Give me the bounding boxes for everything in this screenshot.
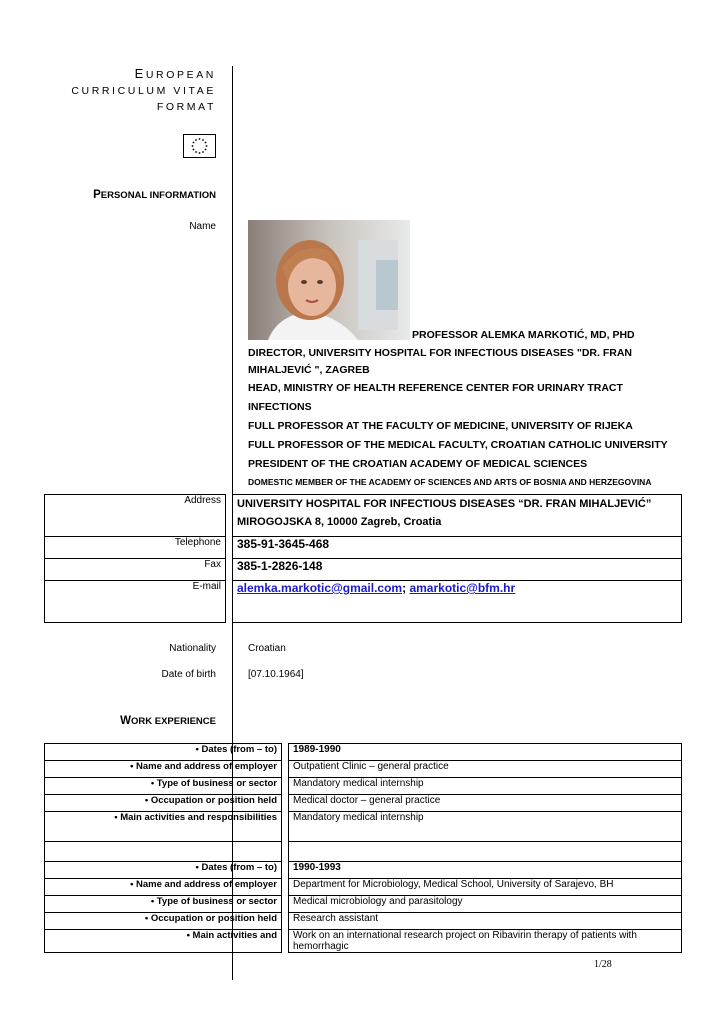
cv-format-title: EUROPEAN CURRICULUM VITAE FORMAT [71, 66, 216, 113]
work-row: • Occupation or position held Medical doctor – general practice [45, 795, 682, 812]
email-link-secondary[interactable]: amarkotic@bfm.hr [409, 581, 516, 595]
work-row: • Type of business or sector Mandatory medical internship [45, 778, 682, 795]
nationality-label: Nationality [169, 643, 216, 654]
dob-value: [07.10.1964] [248, 669, 304, 680]
fax-row [45, 559, 682, 581]
telephone-value: 385-91-3645-468 [233, 537, 682, 559]
work-row: • Name and address of employer Outpatient Clinic – general practice [45, 761, 682, 778]
work-row: • Occupation or position held Research assistant [45, 913, 682, 930]
fax-value: 385-1-2826-148 [233, 559, 682, 581]
work-row: • Dates (from – to) 1989-1990 [45, 744, 682, 761]
eu-flag-icon [183, 134, 216, 158]
work-row: • Name and address of employer Department for Microbiology, Medical School, University of Sarajevo, BH [45, 879, 682, 896]
email-label: E-mail [45, 581, 226, 623]
address-value: UNIVERSITY HOSPITAL FOR INFECTIOUS DISEASES “DR. FRAN MIHALJEVIĆ” MIROGOJSKA 8, 10000 Zagreb, Croatia [233, 495, 682, 537]
fax-label: Fax [45, 559, 226, 581]
personal-info-heading: PERSONAL INFORMATION [93, 189, 216, 201]
work-experience-heading: WORK EXPERIENCE [120, 715, 216, 727]
work-table [44, 743, 682, 953]
telephone-label: Telephone [45, 537, 226, 559]
telephone-row [45, 537, 682, 559]
dob-label: Date of birth [161, 669, 216, 680]
work-row: • Main activities and Work on an international research project on Ribavirin therapy of patients with hemorrhagic [45, 930, 682, 953]
email-link-primary[interactable]: alemka.markotic@gmail.com [237, 581, 403, 595]
page-number: 1/28 [594, 959, 612, 970]
work-row: • Type of business or sector Medical microbiology and parasitology [45, 896, 682, 913]
address-row [45, 495, 682, 537]
name-label: Name [189, 221, 216, 232]
contact-table [44, 494, 682, 623]
address-label: Address [45, 495, 226, 537]
work-spacer-row [45, 842, 682, 862]
nationality-value: Croatian [248, 643, 286, 654]
work-row: • Main activities and responsibilities Mandatory medical internship [45, 812, 682, 842]
work-row: • Dates (from – to) 1990-1993 [45, 862, 682, 879]
email-row [45, 581, 682, 623]
portrait-photo [248, 220, 410, 340]
titles-block: DIRECTOR, UNIVERSITY HOSPITAL FOR INFECTIOUS DISEASES "DR. FRAN MIHALJEVIĆ ", ZAGREB HEAD, MINISTRY OF HEALTH REFERENCE CENTER FOR URINARY TRACT INFECTIONS FULL PROFESSOR AT THE FACULTY OF MEDICINE, UNIVERSITY OF RIJEKA FULL PROFESSOR OF THE MEDICAL FACULTY, CROATIAN CATHOLIC UNIVERSITY PRESIDENT OF THE CROATIAN ACADEMY OF MEDICAL SCIENCES DOMESTIC MEMBER OF THE ACADEMY OF SCIENCES AND ARTS OF BOSNIA AND HERZEGOVINA [248, 347, 668, 487]
email-value: alemka.markotic@gmail.com; amarkotic@bfm.hr [233, 581, 682, 623]
name-line: PROFESSOR ALEMKA MARKOTIĆ, MD, PHD [412, 329, 635, 341]
